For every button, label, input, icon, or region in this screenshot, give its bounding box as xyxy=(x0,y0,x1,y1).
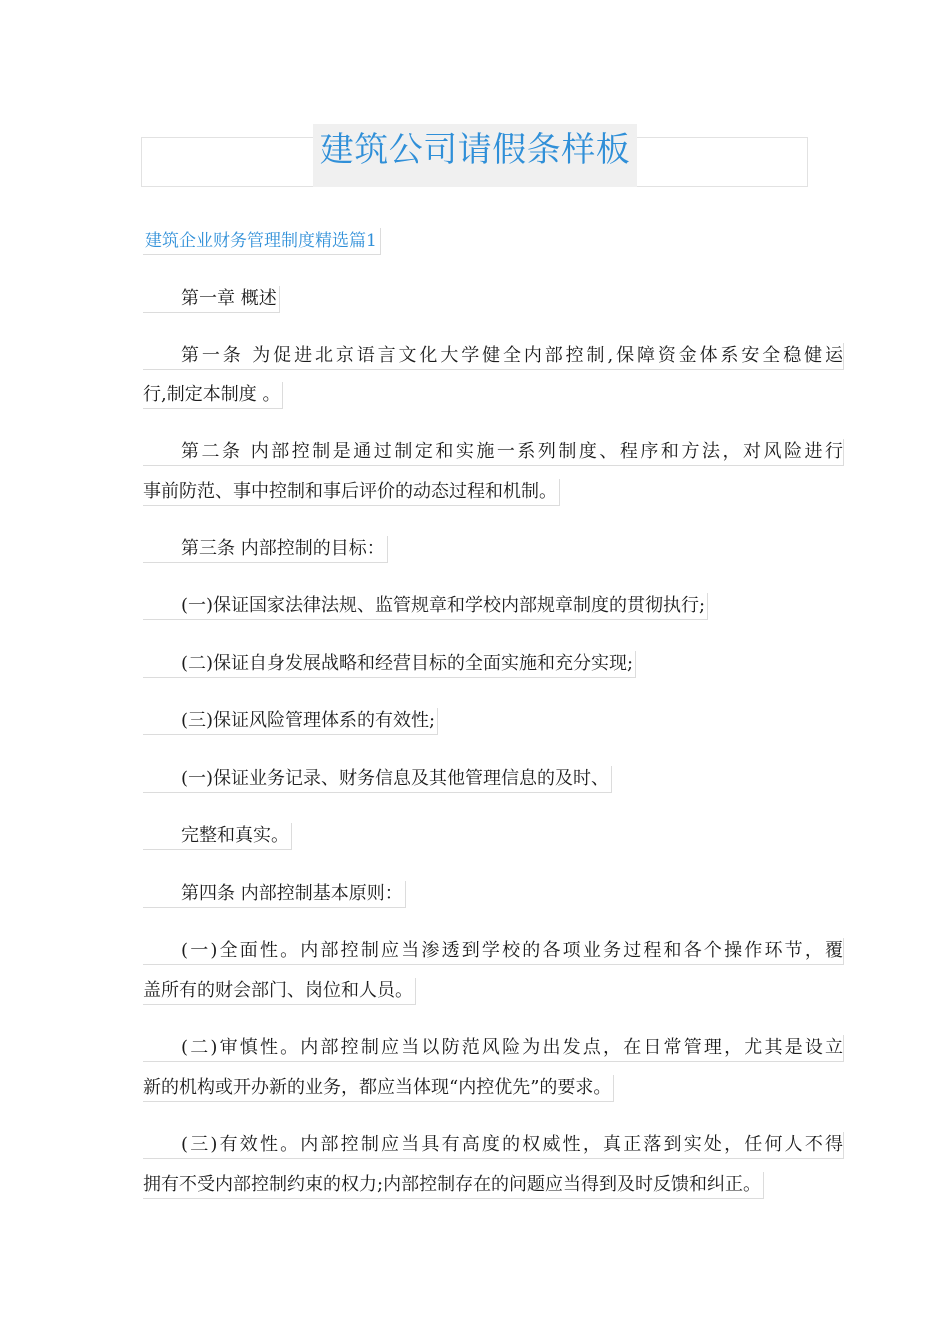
text-line: 行,制定本制度 。 xyxy=(143,382,283,409)
text-line: (二)保证自身发展战略和经营目标的全面实施和充分实现; xyxy=(143,651,636,678)
text-line: 第一条 为促进北京语言文化大学健全内部控制,保障资金体系安全稳健运 xyxy=(143,343,844,370)
text-line: (一)保证国家法律法规、监管规章和学校内部规章制度的贯彻执行; xyxy=(143,593,708,620)
text-line: 拥有不受内部控制约束的权力;内部控制存在的问题应当得到及时反馈和纠正。 xyxy=(143,1172,764,1199)
text-line: 第二条 内部控制是通过制定和实施一系列制度、程序和方法，对风险进行 xyxy=(143,439,844,466)
text-line: (一)保证业务记录、财务信息及其他管理信息的及时、 xyxy=(143,766,612,793)
text-line: 第四条 内部控制基本原则： xyxy=(143,881,406,908)
text-line: (一)全面性。内部控制应当渗透到学校的各项业务过程和各个操作环节，覆 xyxy=(143,938,844,965)
text-line: 第三条 内部控制的目标： xyxy=(143,536,388,563)
text-line: (三)有效性。内部控制应当具有高度的权威性，真正落到实处，任何人不得 xyxy=(143,1132,844,1159)
text-line: 第一章 概述 xyxy=(143,286,280,313)
section-heading: 建筑企业财务管理制度精选篇1 xyxy=(143,228,381,255)
text-line: 事前防范、事中控制和事后评价的动态过程和机制。 xyxy=(143,479,560,506)
page-title: 建筑公司请假条样板 xyxy=(313,124,637,187)
text-line: 新的机构或开办新的业务，都应当体现“内控优先”的要求。 xyxy=(143,1075,614,1102)
text-line: 完整和真实。 xyxy=(143,823,292,850)
text-line: 盖所有的财会部门、岗位和人员。 xyxy=(143,978,416,1005)
text-line: (三)保证风险管理体系的有效性; xyxy=(143,708,438,735)
text-line: (二)审慎性。内部控制应当以防范风险为出发点，在日常管理，尤其是设立 xyxy=(143,1035,844,1062)
